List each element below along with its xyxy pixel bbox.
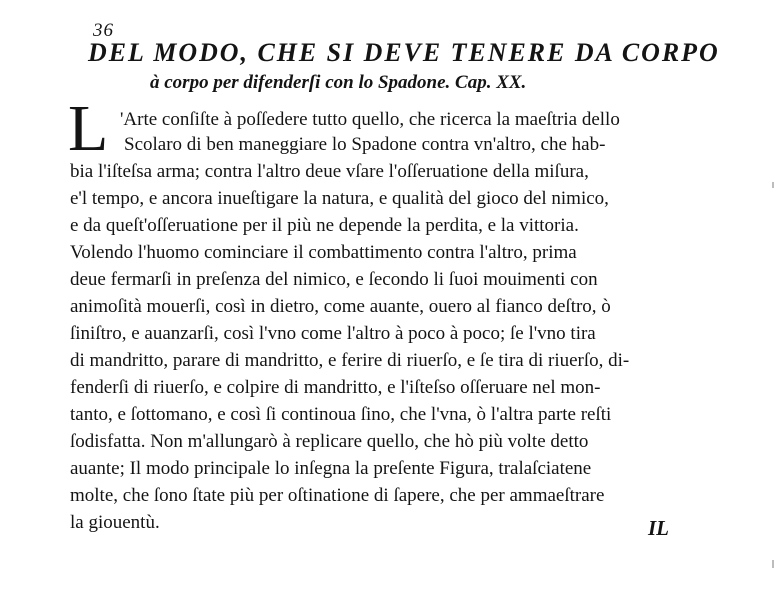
text-line: ſiniſtro, e auanzarſi, così l'vno come l'altro à poco à poco; ſe l'vno tira: [70, 323, 596, 344]
page-number: 36: [93, 20, 114, 41]
text-line: ſodisfatta. Non m'allungarò à replicare quello, che hò più volte detto: [70, 431, 589, 452]
text-line: 'Arte conſiſte à poſſedere tutto quello, che ricerca la maeſtria dello: [120, 109, 620, 130]
text-line: la giouentù.: [70, 512, 160, 533]
text-line: tanto, e ſottomano, e così ſi continoua ſino, che l'vna, ò l'altra parte reſti: [70, 404, 612, 425]
text-line: Volendo l'huomo cominciare il combattimento contra l'altro, prima: [70, 242, 577, 263]
chapter-heading: DEL MODO, CHE SI DEVE TENERE DA CORPO: [88, 38, 720, 67]
drop-cap: L: [68, 92, 109, 165]
text-line: auante; Il modo principale lo inſegna la preſente Figura, tralaſciatene: [70, 458, 592, 479]
text-line: Scolaro di ben maneggiare lo Spadone contra vn'altro, che hab-: [124, 134, 606, 155]
text-line: molte, che ſono ſtate più per oſtinatione di ſapere, che per ammaeſtrare: [70, 485, 605, 506]
text-line: fenderſi di riuerſo, e colpire di mandritto, e l'iſteſso oſſeruare nel mon-: [70, 377, 601, 398]
text-line: bia l'iſteſsa arma; contra l'altro deue vſare l'oſſeruatione della miſura,: [70, 161, 589, 182]
text-line: di mandritto, parare di mandritto, e ferire di riuerſo, e ſe tira di riuerſo, di-: [70, 350, 630, 371]
catchword: IL: [648, 516, 669, 540]
text-line: deue fermarſi in preſenza del nimico, e ſecondo li ſuoi mouimenti con: [70, 269, 598, 290]
text-line: e'l tempo, e ancora inueſtigare la natura, e qualità del gioco del nimico,: [70, 188, 609, 209]
page-edge-mark: [772, 560, 774, 568]
page-edge-mark: [772, 182, 774, 188]
text-line: animoſità mouerſi, così in dietro, come auante, ouero al fianco deſtro, ò: [70, 296, 611, 317]
chapter-subheading: à corpo per difenderſi con lo Spadone. Cap. XX.: [150, 72, 527, 93]
text-line: e da queſt'oſſeruatione per il più ne depende la perdita, e la vittoria.: [70, 215, 579, 236]
